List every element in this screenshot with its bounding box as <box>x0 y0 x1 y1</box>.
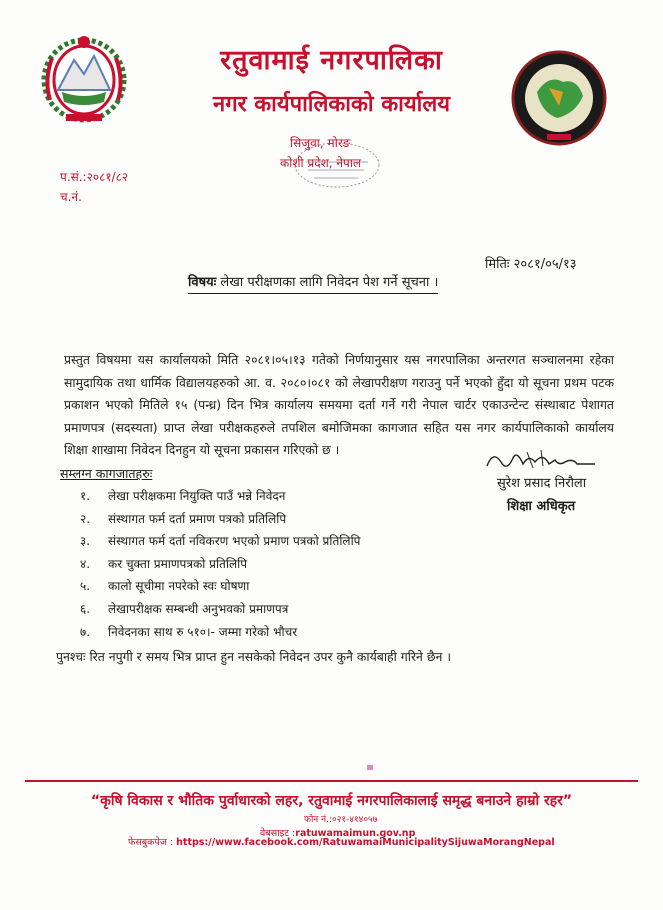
facebook-link[interactable]: https://www.facebook.com/RatuwamaiMunicipalitySijuwaMorangNepal <box>176 837 555 848</box>
list-item <box>80 623 361 646</box>
item-text: संस्थागत फर्म दर्ता प्रमाण पत्रको प्रतिलिपि <box>108 511 287 526</box>
decorative-mark <box>367 765 373 770</box>
item-number: ६. <box>80 601 91 616</box>
office-stamp <box>292 140 382 190</box>
list-item <box>80 532 361 555</box>
footer-phone: फोन नं.:०२१-४१४०५७ <box>304 815 378 825</box>
notice-body: प्रस्तुत विषयमा यस कार्यालयको मिति २०८१।०५।१३ गतेको निर्णयानुसार यस नगरपालिका अन्तरगत सञ्चालनमा रहेका सामुदायिक तथा धार्मिक विद्यालयहरुको आ. व. २०८०।०८१ को लेखापरीक्षण गराउनु पर्ने भएको हुँदा यो सूचना प्रथम पटक प्रकाशन भएको मितिले १५ (पन्ध्र) दिन भित्र कार्यालय समयमा दर्ता गर्ने गरी नेपाल चार्टर एकाउन्टेन्ट संस्थाबाट पेशागत प्रमाणपत्र (सदस्यता) प्राप्त लेखा परीक्षकहरुले तपशिल बमोजिमका कागजात सहित यस नगर कार्यपालिकाको कार्यालय शिक्षा शाखामा निवेदन दिनहुन यो सूचना प्रकासन गरिएको छ । <box>64 352 614 457</box>
list-item <box>80 577 361 600</box>
item-text: लेखा परीक्षकमा नियुक्ति पाउँ भन्ने निवेदन <box>108 489 286 503</box>
signatory-name: सुरेश प्रसाद निरौला <box>497 476 587 491</box>
item-number: १. <box>80 489 91 503</box>
footer-slogan: “कृषि विकास र भौतिक पुर्वाधारको लहर, रतुवामाई नगरपालिकालाई समृद्ध बनाउने हाम्रो रहर” <box>90 793 573 809</box>
municipality-title: रतुवामाई नगरपालिका <box>220 45 443 76</box>
subject-text: लेखा परीक्षणका लागि निवेदन पेश गर्ने सूचना । <box>220 275 439 290</box>
list-item <box>80 600 361 623</box>
list-item <box>80 555 361 578</box>
list-item <box>80 487 361 510</box>
item-text: कर चुक्ता प्रमाणपत्रको प्रतिलिपि <box>108 556 248 571</box>
subject-line <box>188 272 438 294</box>
website-link[interactable]: ratuwamaimun.gov.np <box>295 828 416 839</box>
dispatch-number: च.नं. <box>60 190 82 204</box>
item-number: ५. <box>80 579 91 594</box>
subject-label: विषयः <box>188 275 217 290</box>
item-number: ३. <box>80 534 91 549</box>
postscript: पुनश्चः रित नपुगी र समय भित्र प्राप्त हुन नसकेको निवेदन उपर कुनै कार्यबाही गरिने छैन । <box>56 649 452 664</box>
item-text: निवेदनका साथ रु ५१०।- जम्मा गरेको भौचर <box>108 624 298 639</box>
attachments-list <box>80 487 361 645</box>
address-line-2: कोशी प्रदेश, नेपाल <box>280 156 362 170</box>
item-number: ७. <box>80 624 91 639</box>
address-line-1: सिजुवा, मोरङ <box>290 136 351 150</box>
item-text: कालो सूचीमा नपरेको स्वः घोषणा <box>108 579 250 594</box>
office-subtitle: नगर कार्यपालिकाको कार्यालय <box>213 92 450 117</box>
attachments-heading: सम्लग्न कागजातहरुः <box>60 466 153 481</box>
item-number: २. <box>80 511 91 526</box>
footer-divider <box>25 780 638 782</box>
facebook-label: फेसबुकपेज : <box>128 837 177 848</box>
item-text: संस्थागत फर्म दर्ता नविकरण भएको प्रमाण पत्रको प्रतिलिपि <box>108 534 361 549</box>
item-text: लेखापरीक्षक सम्बन्धी अनुभवको प्रमाणपत्र <box>108 601 289 616</box>
footer-facebook <box>128 835 555 848</box>
signatory-role: शिक्षा अधिकृत <box>507 499 576 514</box>
letter-number: प.सं.:२०८१/८२ <box>60 170 129 184</box>
handwritten-signature <box>483 446 598 476</box>
list-item <box>80 510 361 533</box>
item-number: ४. <box>80 556 91 571</box>
website-label: वेबसाइट : <box>260 828 296 839</box>
letter-date: मितिः २०८१/०५/१३ <box>485 257 577 272</box>
